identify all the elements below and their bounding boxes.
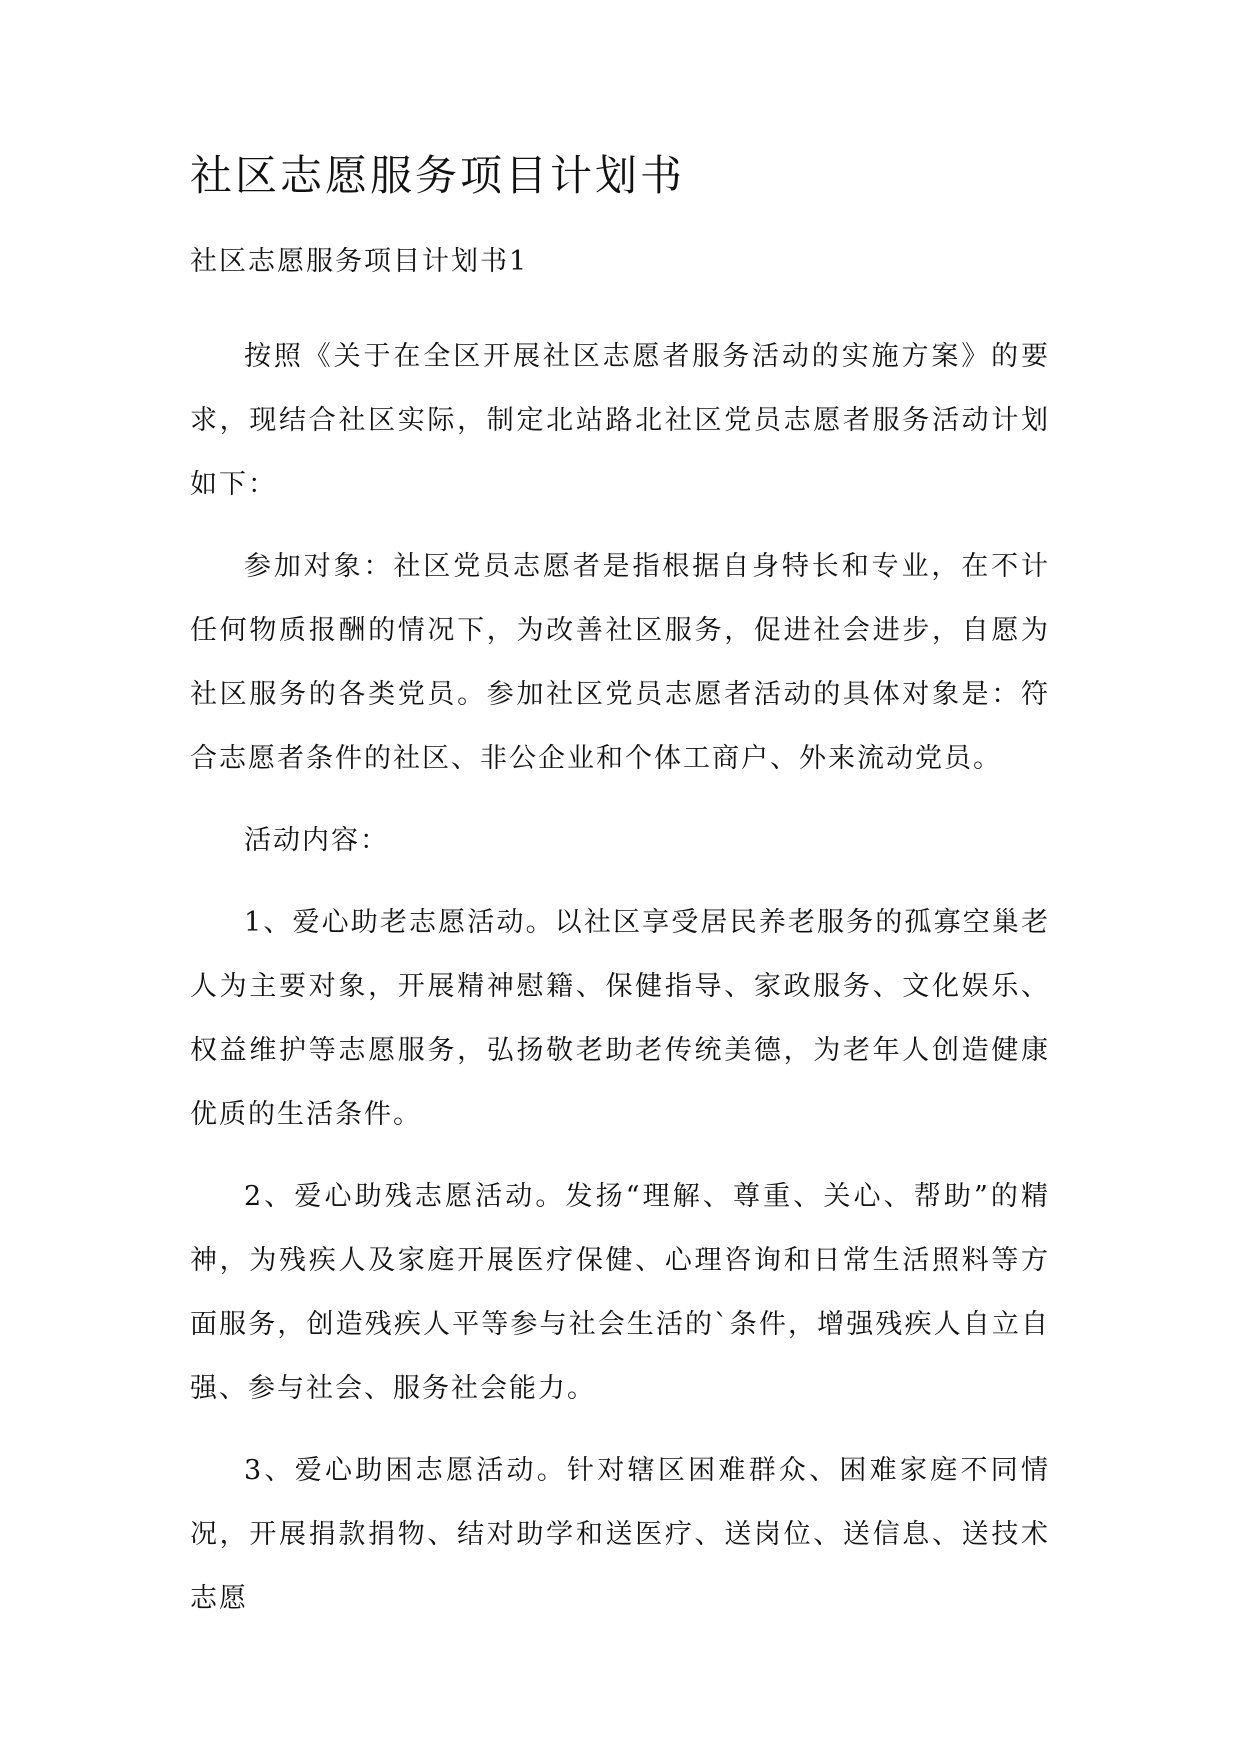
paragraph-intro: 按照《关于在全区开展社区志愿者服务活动的实施方案》的要求，现结合社区实际，制定北站路北社区党员志愿者服务活动计划如下： <box>190 341 1050 500</box>
paragraph-participants: 参加对象：社区党员志愿者是指根据自身特长和专业，在不计任何物质报酬的情况下，为改善社区服务，促进社会进步，自愿为社区服务的各类党员。参加社区党员志愿者活动的具体对象是：符合志愿者条件的社区、非公企业和个体工商户、外来流动党员。 <box>190 551 1050 774</box>
document-title: 社区志愿服务项目计划书 <box>190 151 686 200</box>
paragraph-poverty-help: 3、爱心助困志愿活动。针对辖区困难群众、困难家庭不同情况，开展捐款捐物、结对助学和送医疗、送岗位、送信息、送技术志愿 <box>190 1455 1050 1614</box>
paragraph-elderly-help: 1、爱心助老志愿活动。以社区享受居民养老服务的孤寡空巢老人为主要对象，开展精神慰籍、保健指导、家政服务、文化娱乐、权益维护等志愿服务，弘扬敬老助老传统美德，为老年人创造健康优质的生活条件。 <box>190 907 1050 1130</box>
paragraph-disabled-help: 2、爱心助残志愿活动。发扬“理解、尊重、关心、帮助”的精神，为残疾人及家庭开展医疗保健、心理咨询和日常生活照料等方面服务，创造残疾人平等参与社会生活的`条件，增强残疾人自立自强、参与社会、服务社会能力。 <box>190 1181 1050 1404</box>
document-subtitle: 社区志愿服务项目计划书1 <box>190 246 529 277</box>
document-body <box>190 150 1050 1649</box>
paragraph-activity-heading: 活动内容： <box>244 825 389 856</box>
